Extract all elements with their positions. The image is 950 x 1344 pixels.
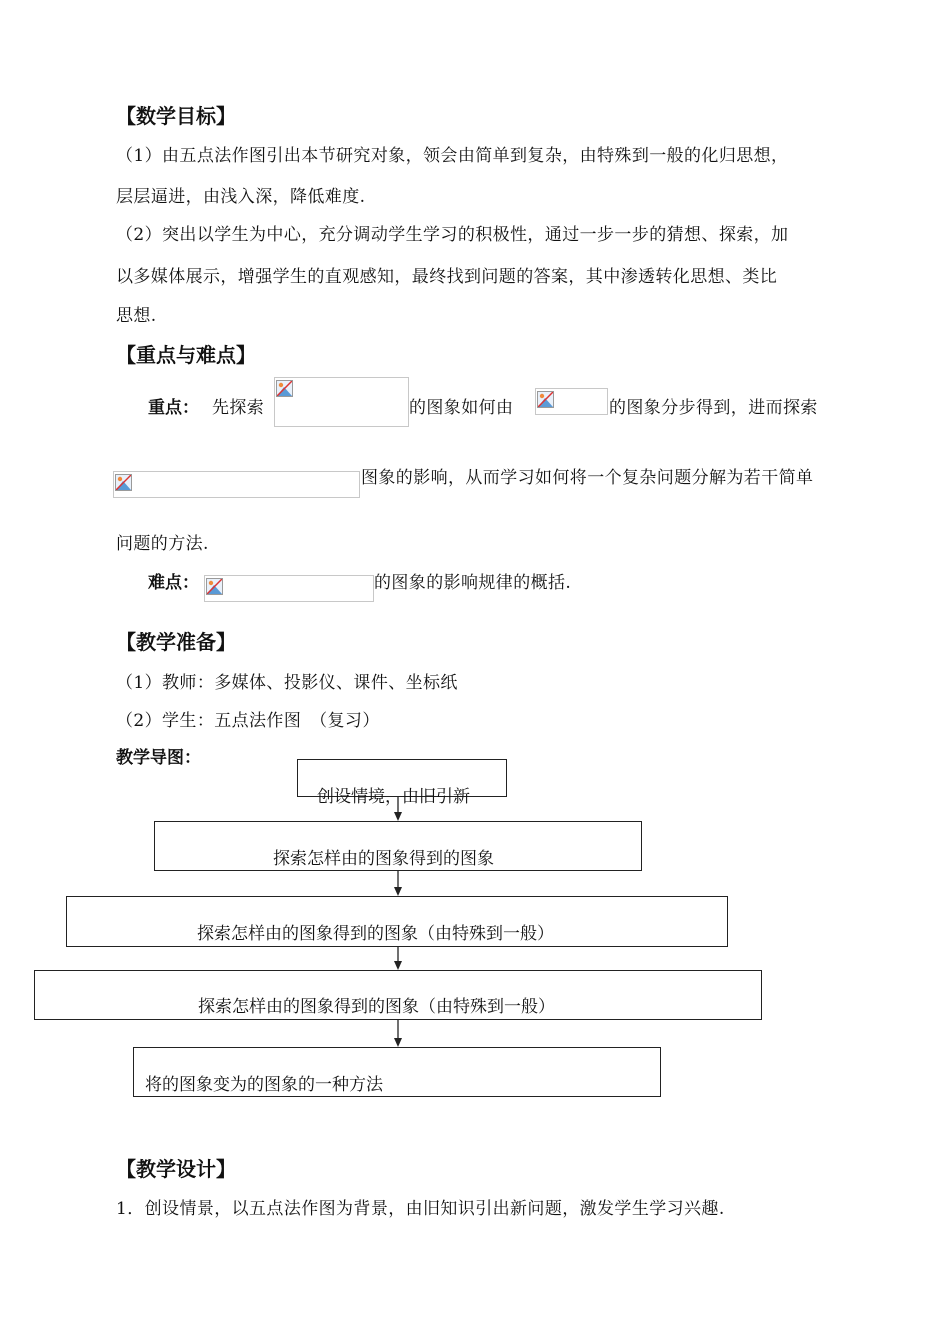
preparation-item-1: （1）教师：多媒体、投影仪、课件、坐标纸: [116, 673, 458, 693]
flow-step-5-text: 将的图象变为的图象的一种方法: [145, 1075, 383, 1095]
flowchart-label: 教学导图：: [116, 748, 201, 768]
objectives-p2-line2: 以多媒体展示，增强学生的直观感知，最终找到问题的答案，其中渗透转化思想、类比: [116, 267, 778, 287]
focus-label: 重点：: [148, 398, 199, 418]
preparation-heading: 【教学准备】: [116, 630, 236, 654]
flow-step-1-text: 创设情境，由旧引新: [317, 787, 470, 807]
flow-step-4: [34, 970, 762, 1020]
objectives-p1-line1: （1）由五点法作图引出本节研究对象，领会由简单到复杂，由特殊到一般的化归思想，: [116, 146, 789, 166]
focus-text-2: 的图象如何由: [409, 398, 514, 418]
design-item-1: 1．创设情景，以五点法作图为背景，由旧知识引出新问题，激发学生学习兴趣.: [116, 1199, 725, 1219]
flow-step-2: [154, 821, 642, 871]
flow-step-3: [66, 896, 728, 947]
focus-line-3: 问题的方法.: [116, 534, 209, 554]
focus-text-1: 先探索: [212, 398, 265, 418]
flow-step-1: [297, 759, 507, 807]
flow-step-3-text: 探索怎样由的图象得到的图象（由特殊到一般）: [197, 924, 554, 944]
preparation-item-2: （2）学生：五点法作图 （复习）: [116, 711, 380, 731]
objectives-p2-line1: （2）突出以学生为中心，充分调动学生学习的积极性，通过一步一步的猜想、探索，加: [116, 225, 789, 245]
keypoints-heading: 【重点与难点】: [116, 343, 256, 367]
objectives-p1-line2: 层层逼进，由浅入深，降低难度.: [116, 187, 366, 207]
design-heading: 【教学设计】: [116, 1157, 236, 1181]
focus-text-3: 的图象分步得到，进而探索: [609, 398, 818, 418]
flow-step-4-text: 探索怎样由的图象得到的图象（由特殊到一般）: [198, 997, 555, 1017]
objectives-p2-line3: 思想.: [116, 306, 157, 326]
objectives-heading: 【数学目标】: [116, 104, 236, 128]
difficulty-text: 的图象的影响规律的概括.: [374, 573, 572, 593]
focus-line-2: 图象的影响，从而学习如何将一个复杂问题分解为若干简单: [361, 468, 814, 488]
flow-step-5: [133, 1047, 661, 1097]
difficulty-label: 难点：: [148, 573, 199, 593]
flow-step-2-text: 探索怎样由的图象得到的图象: [273, 849, 494, 869]
